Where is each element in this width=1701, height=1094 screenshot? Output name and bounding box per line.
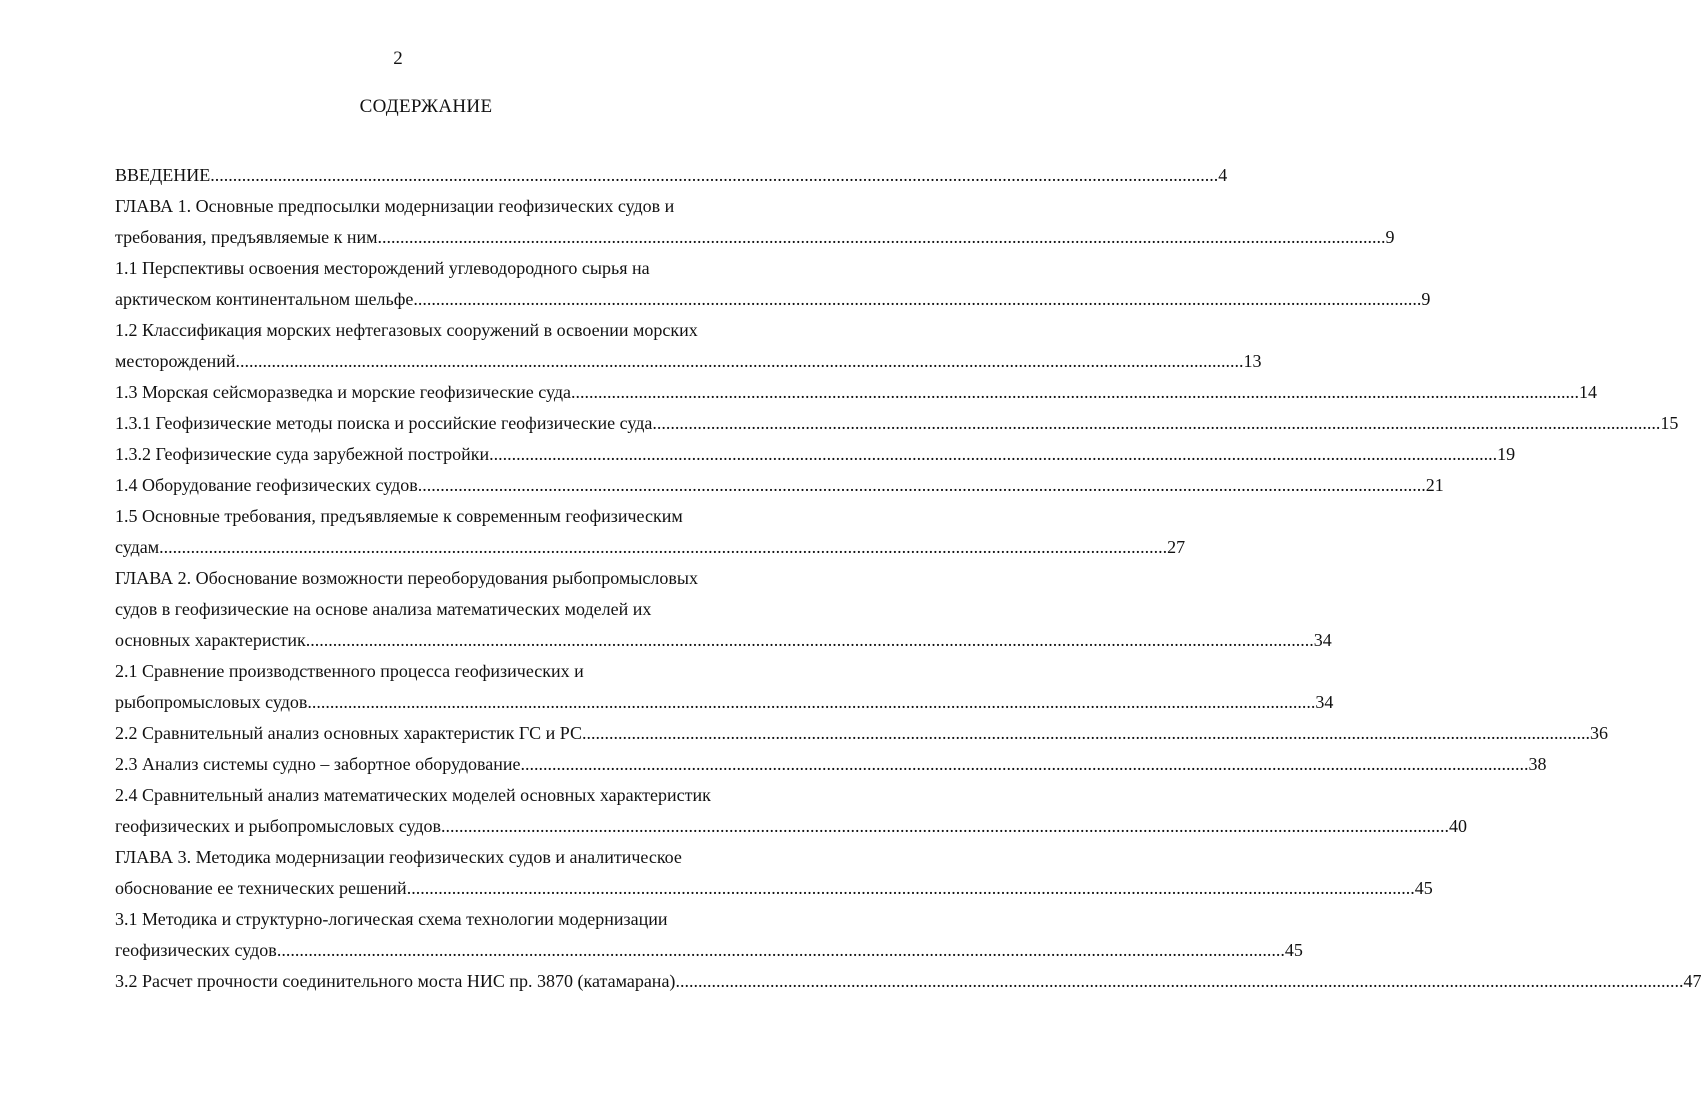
toc-leader-dots <box>521 749 1529 780</box>
toc-entry[interactable] <box>115 749 1547 780</box>
page-number: 2 <box>393 48 403 69</box>
toc-page-number: 21 <box>1425 475 1444 495</box>
toc-entry-title: 3.2 Расчет прочности соединительного моста НИС пр. 3870 (катамарана) <box>115 971 676 991</box>
toc-entry-text-line: 1.2 Классификация морских нефтегазовых сооружений в освоении морских <box>115 320 698 340</box>
toc-page-number: 45 <box>1284 940 1303 960</box>
toc-entry-title: 2.2 Сравнительный анализ основных характеристик ГС и РС <box>115 723 582 743</box>
toc-page-number: 45 <box>1414 878 1433 898</box>
toc-entry-title: 1.4 Оборудование геофизических судов <box>115 475 418 495</box>
toc-page-number: 27 <box>1167 537 1186 557</box>
toc-page-number: 38 <box>1528 754 1547 774</box>
toc-entry-text-line: ГЛАВА 2. Обоснование возможности переоборудования рыбопромысловых <box>115 568 698 588</box>
toc-page-number: 40 <box>1449 816 1468 836</box>
toc-entry-last-line <box>115 811 1468 842</box>
toc-entry[interactable] <box>115 439 1516 470</box>
toc-entry-last-line <box>115 873 1433 904</box>
toc-page-number: 36 <box>1589 723 1608 743</box>
toc-entry[interactable] <box>115 377 1598 408</box>
toc-entry-last-line <box>115 718 1608 749</box>
toc-entry-last-line <box>115 439 1516 470</box>
toc-leader-dots <box>582 718 1590 749</box>
toc-leader-dots <box>489 439 1497 470</box>
toc-entry-title: рыбопромысловых судов <box>115 692 308 712</box>
toc-leader-dots <box>235 346 1243 377</box>
toc-entry[interactable] <box>115 656 1334 718</box>
toc-entry-title: геофизических и рыбопромысловых судов <box>115 816 442 836</box>
toc-entry-last-line <box>115 160 1228 191</box>
toc-leader-dots <box>418 470 1426 501</box>
toc-page-number: 47 <box>1683 971 1701 991</box>
toc-leader-dots <box>159 532 1167 563</box>
table-of-contents <box>115 160 1701 997</box>
toc-entry-last-line <box>115 966 1701 997</box>
toc-page-number: 4 <box>1218 165 1228 185</box>
toc-leader-dots <box>675 966 1683 997</box>
toc-entry-last-line <box>115 935 1303 966</box>
toc-entry[interactable] <box>115 191 1395 253</box>
toc-page-number: 9 <box>1385 227 1395 247</box>
toc-entry-text-line: 2.4 Сравнительный анализ математических моделей основных характеристик <box>115 785 711 805</box>
toc-entry-last-line <box>115 470 1444 501</box>
toc-entry-title: обоснование ее технических решений <box>115 878 407 898</box>
toc-entry-title: 1.3 Морская сейсморазведка и морские геофизические суда <box>115 382 572 402</box>
toc-leader-dots <box>652 408 1660 439</box>
toc-page-number: 34 <box>1313 630 1332 650</box>
toc-page-number: 34 <box>1315 692 1334 712</box>
toc-entry-text-line: 1.1 Перспективы освоения месторождений углеводородного сырья на <box>115 258 650 278</box>
toc-entry-last-line <box>115 346 1262 377</box>
toc-entry[interactable] <box>115 315 1262 377</box>
toc-entry-title: судам <box>115 537 160 557</box>
toc-leader-dots <box>277 935 1285 966</box>
toc-leader-dots <box>306 625 1314 656</box>
toc-entry-title: основных характеристик <box>115 630 306 650</box>
toc-entry-last-line <box>115 625 1332 656</box>
toc-leader-dots <box>307 687 1315 718</box>
toc-entry[interactable] <box>115 904 1303 966</box>
toc-leader-dots <box>413 284 1421 315</box>
toc-entry[interactable] <box>115 253 1431 315</box>
toc-entry[interactable] <box>115 966 1701 997</box>
toc-entry-title: 1.3.2 Геофизические суда зарубежной постройки <box>115 444 490 464</box>
toc-page-number: 14 <box>1579 382 1598 402</box>
toc-entry-text-line: 3.1 Методика и структурно-логическая схема технологии модернизации <box>115 909 668 929</box>
toc-entry-last-line <box>115 222 1395 253</box>
toc-entry-title: 1.3.1 Геофизические методы поиска и российские геофизические суда <box>115 413 653 433</box>
toc-entry-title: ВВЕДЕНИЕ <box>115 165 211 185</box>
toc-entry-title: геофизических судов <box>115 940 277 960</box>
page-title: СОДЕРЖАНИЕ <box>359 96 493 117</box>
toc-entry[interactable] <box>115 780 1468 842</box>
toc-entry[interactable] <box>115 842 1433 904</box>
toc-entry[interactable] <box>115 160 1228 191</box>
toc-entry[interactable] <box>115 408 1679 439</box>
toc-page-number: 19 <box>1497 444 1516 464</box>
toc-entry[interactable] <box>115 501 1186 563</box>
toc-entry-title: арктическом континентальном шельфе <box>115 289 414 309</box>
toc-entry[interactable] <box>115 470 1444 501</box>
toc-entry-last-line <box>115 408 1679 439</box>
toc-entry-text-line: судов в геофизические на основе анализа математических моделей их <box>115 599 652 619</box>
toc-entry-last-line <box>115 687 1334 718</box>
toc-entry-text-line: ГЛАВА 3. Методика модернизации геофизических судов и аналитическое <box>115 847 682 867</box>
toc-entry-last-line <box>115 532 1186 563</box>
toc-leader-dots <box>407 873 1415 904</box>
toc-page-number: 13 <box>1243 351 1262 371</box>
toc-entry-title: месторождений <box>115 351 236 371</box>
toc-entry-last-line <box>115 284 1431 315</box>
toc-leader-dots <box>571 377 1579 408</box>
toc-leader-dots <box>441 811 1449 842</box>
toc-entry-text-line: 1.5 Основные требования, предъявляемые к современным геофизическим <box>115 506 683 526</box>
toc-leader-dots <box>378 222 1386 253</box>
toc-page-number: 9 <box>1421 289 1431 309</box>
toc-leader-dots <box>210 160 1218 191</box>
toc-entry-last-line <box>115 377 1598 408</box>
toc-entry-title: 2.3 Анализ системы судно – забортное оборудование <box>115 754 521 774</box>
toc-entry[interactable] <box>115 563 1332 656</box>
toc-entry-last-line <box>115 749 1547 780</box>
toc-page-number: 15 <box>1660 413 1679 433</box>
toc-entry-text-line: ГЛАВА 1. Основные предпосылки модернизации геофизических судов и <box>115 196 675 216</box>
toc-entry-title: требования, предъявляемые к ним <box>115 227 378 247</box>
toc-entry[interactable] <box>115 718 1608 749</box>
toc-entry-text-line: 2.1 Сравнение производственного процесса геофизических и <box>115 661 584 681</box>
